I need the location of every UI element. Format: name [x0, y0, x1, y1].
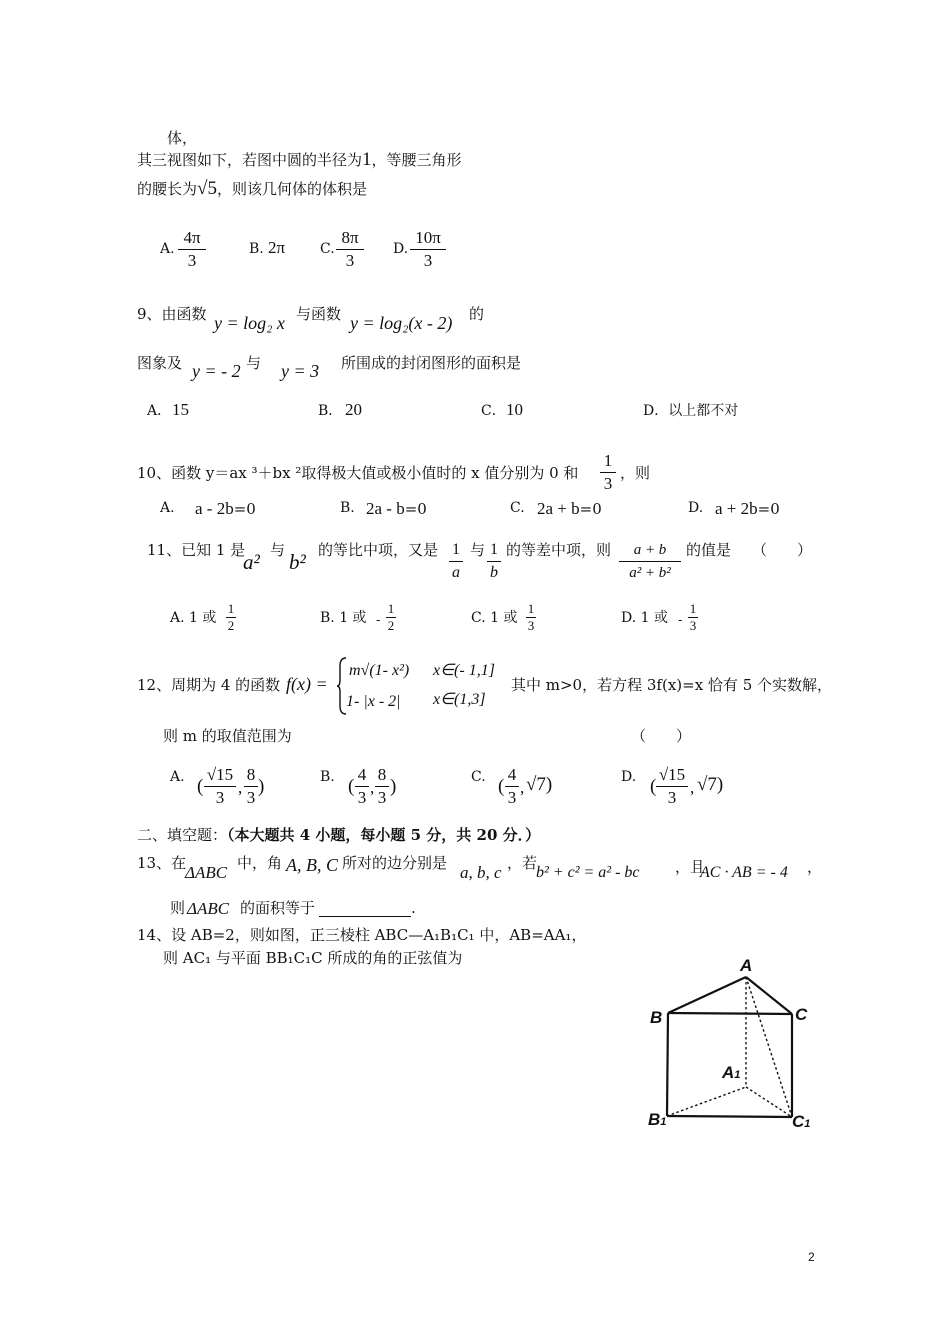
q11-text-d: 与 [470, 541, 486, 559]
q9-option-d: D．以上都不对 [643, 403, 739, 419]
label-letter: B [648, 1110, 661, 1129]
q9-text-g: 所围成的封闭图形的面积是 [341, 354, 522, 372]
q10-option-c [537, 500, 602, 518]
denominator: 3 [507, 788, 517, 807]
figure-label-c1 [792, 1112, 810, 1132]
edge-bb1 [667, 1013, 668, 1116]
q13-triangle-2: ΔABC [187, 899, 230, 918]
q8-text: ，等腰三角形 [371, 151, 462, 169]
q12-text-b: 其中 m>0，若方程 3f(x)=x 恰有 5 个实数解， [511, 676, 833, 694]
q9-text-c: 的 [469, 305, 485, 323]
edge-b1c1 [667, 1116, 792, 1117]
q12-text-a: 12、周期为 4 的函数 [137, 676, 281, 694]
q12-option-d-letter: D. [621, 769, 637, 785]
q12-option-a-frac2 [244, 765, 258, 808]
q12-option-b-letter: B. [320, 769, 335, 785]
denominator: 3 [377, 788, 387, 807]
q12-option-a-sep: , [238, 778, 243, 797]
q11-text-f: 的值是 [686, 541, 732, 559]
numerator: a + b [633, 542, 667, 558]
q12-option-a-open: ( [197, 776, 204, 797]
numerator: 4π [183, 228, 201, 247]
q12-option-c-open: ( [498, 776, 505, 797]
q9-option-a-value: 15 [172, 400, 189, 419]
q9-option-c-letter: C． [481, 403, 506, 419]
numerator: 1 [387, 601, 395, 616]
q12-option-a-close: ) [258, 776, 265, 797]
expr: 2a + b [537, 499, 580, 518]
denominator: 2 [227, 618, 235, 633]
q9-formula-1: y = log₂ x [214, 313, 285, 333]
denominator: a [452, 564, 460, 581]
q9-text-e: 与 [246, 354, 262, 372]
denominator: 3 [187, 251, 197, 270]
page-number: 2 [808, 1250, 815, 1264]
q8-option-a-letter: A. [160, 241, 175, 257]
q12-fx: f(x) = [286, 674, 328, 694]
expr: 2a - b [366, 499, 405, 518]
q12-answer-paren: （ ） [631, 727, 692, 745]
denominator: 3 [667, 788, 677, 807]
q12-option-d-tail: √7) [697, 774, 724, 795]
q11-option-b-letter: B. 1 或 [320, 610, 367, 626]
q13-area-text: 的面积等于 [240, 899, 316, 917]
q13-text-e: ，且 [675, 858, 706, 876]
q9-option-c-value: 10 [506, 400, 523, 419]
q9-text-b: 与函数 [296, 305, 342, 323]
q11-option-c-value [526, 602, 536, 633]
q13-text-f: ， [807, 858, 823, 876]
section-2-note: （本大题共 4 小题，每小题 5 分，共 20 分．） [227, 826, 541, 844]
q10-fraction [600, 451, 616, 494]
numerator: 1 [227, 601, 235, 616]
q9-option-b-value: 20 [345, 400, 362, 419]
rhs: =0 [233, 500, 256, 518]
q9-text-a: 9、由函数 [137, 305, 207, 323]
figure-label-b1 [648, 1110, 666, 1130]
q11-answer-paren: （ ） [752, 541, 813, 559]
q8-option-a-value [178, 228, 206, 271]
q10-option-d-letter: D. [688, 500, 704, 516]
q11-text-a: 11、已知 1 是 [147, 541, 246, 559]
q11-b-squared: b² [289, 550, 306, 574]
q9-text-d: 图象及 [137, 354, 183, 372]
q8-option-b-letter: B. [249, 241, 264, 257]
q11-option-a-letter: A. 1 或 [170, 610, 217, 626]
q11-option-d-value [688, 602, 698, 633]
q11-option-c-letter: C. 1 或 [471, 610, 518, 626]
label-subscript: 1 [660, 1116, 667, 1128]
figure-label-a1 [722, 1063, 740, 1083]
numerator: 10π [415, 228, 441, 247]
q13-equation-2: AC · AB = - 4 [700, 864, 788, 881]
q10-option-b [366, 500, 427, 518]
q11-frac-1-over-a [449, 540, 463, 583]
q10-option-b-letter: B. [340, 500, 355, 516]
q11-option-b-sign: - [376, 613, 381, 628]
q11-a-squared: a² [243, 550, 260, 574]
q12-case-2: 1- |x - 2| [346, 693, 401, 710]
denominator: 3 [603, 474, 613, 493]
numerator: 1 [452, 541, 460, 558]
denominator: 3 [357, 788, 367, 807]
q12-text-c: 则 m 的取值范围为 [163, 727, 292, 745]
q10-tail: ，则 [620, 464, 651, 482]
q14-line1: 14、设 AB=2，则如图，正三棱柱 ABC—A₁B₁C₁ 中，AB=AA₁， [137, 926, 587, 944]
q12-case-1: m√(1- x²) [349, 662, 410, 679]
numerator: 8 [377, 765, 387, 784]
q11-frac-expression [619, 540, 681, 583]
q11-option-b-value [386, 602, 396, 633]
q8-sqrt5: √5 [197, 178, 217, 199]
q8-option-c-value [336, 228, 364, 271]
q13-text-c: 所对的边分别是 [342, 854, 448, 872]
q11-option-d-sign: - [678, 613, 683, 628]
q13-text-g: 则 [170, 899, 186, 917]
edge-a1b1 [667, 1087, 746, 1116]
denominator: 3 [689, 618, 697, 633]
q12-option-b-open: ( [348, 776, 355, 797]
q13-equation-1: b² + c² = a² - bc [536, 864, 640, 881]
q12-option-c-frac1 [505, 765, 519, 808]
edge-a1c1 [746, 1087, 792, 1117]
q9-formula-2: y = log₂(x - 2) [350, 313, 453, 333]
q10-option-d [715, 500, 780, 518]
q8-line2 [137, 151, 462, 169]
q8-line3 [137, 180, 367, 198]
q8-line1: 体， [167, 129, 198, 147]
q11-option-a-value [226, 602, 236, 633]
q12-option-c-tail: √7) [526, 774, 553, 795]
q13-triangle: ΔABC [185, 863, 228, 882]
section-2-title: 二、填空题： [137, 826, 228, 844]
q12-option-b-close: ) [390, 776, 397, 797]
label-letter: A [722, 1063, 735, 1082]
q12-cond-2: x∈(1,3] [433, 691, 486, 708]
denominator: 3 [345, 251, 355, 270]
q12-option-d-sep: , [690, 778, 695, 797]
q11-option-d-letter: D. 1 或 [621, 610, 668, 626]
q12-option-b-frac2 [375, 765, 389, 808]
expr: a - 2b [195, 499, 234, 518]
q13-sides: a, b, c [460, 863, 502, 882]
q13-text-d: ，若 [507, 854, 538, 872]
q8-option-b-value: 2π [268, 238, 286, 257]
q12-option-c-letter: C. [471, 769, 486, 785]
q12-option-c-sep: , [520, 778, 525, 797]
q11-text-e: 的等差中项，则 [506, 541, 612, 559]
q12-cond-1: x∈(- 1,1] [433, 662, 495, 679]
section-2-heading [137, 826, 540, 844]
numerator: 1 [527, 601, 535, 616]
q12-option-a-frac1 [204, 765, 236, 808]
denominator: 3 [423, 251, 433, 270]
numerator: 8π [341, 228, 359, 247]
q12-option-d-frac1 [656, 765, 688, 808]
q13-text-a: 13、在 [137, 854, 187, 872]
q11-frac-1-over-b [487, 540, 501, 583]
label-letter: C [792, 1112, 805, 1131]
q13-text-h [240, 899, 416, 917]
rhs: =0 [579, 500, 602, 518]
q12-option-b-frac1 [355, 765, 369, 808]
numerator: 8 [246, 765, 256, 784]
q9-formula-3: y = - 2 [192, 361, 241, 381]
figure-label-b: B [650, 1008, 663, 1027]
numerator: 4 [507, 765, 517, 784]
denominator: 3 [246, 788, 256, 807]
q8-text: ，则该几何体的体积是 [216, 180, 367, 198]
numerator: 1 [603, 451, 613, 470]
label-subscript: 1 [804, 1118, 811, 1130]
q8-radius: 1 [362, 149, 372, 170]
figure-label-a: A [740, 956, 753, 975]
edge-ab [668, 977, 746, 1013]
denominator: a² + b² [629, 565, 671, 581]
q10-option-a [195, 500, 256, 518]
q11-text-c: 的等比中项，又是 [318, 541, 439, 559]
q9-option-a-letter: A． [147, 403, 172, 419]
q13-text-b: 中，角 [237, 854, 283, 872]
denominator: 3 [527, 618, 535, 633]
denominator: b [490, 564, 498, 581]
figure-label-c: C [795, 1005, 808, 1024]
numerator: 1 [490, 541, 498, 558]
q13-answer-blank[interactable] [319, 902, 411, 917]
q13-period: . [411, 899, 416, 917]
label-subscript: 1 [734, 1069, 741, 1081]
q14-line2: 则 AC₁ 与平面 BB₁C₁C 所成的角的正弦值为 [163, 949, 463, 967]
expr: a + 2b [715, 499, 758, 518]
q10-option-c-letter: C. [510, 500, 525, 516]
q8-text: 的腰长为 [137, 180, 198, 198]
q9-option-b-letter: B． [318, 403, 343, 419]
q13-angles: A, B, C [286, 855, 338, 875]
q12-option-a-letter: A. [170, 769, 185, 785]
numerator: √15 [658, 765, 686, 784]
q11-text-b: 与 [270, 541, 286, 559]
q8-option-d-letter: D. [393, 241, 409, 257]
prism-solid-edges [667, 977, 792, 1117]
q10-option-a-letter: A. [160, 500, 175, 516]
numerator: 1 [689, 601, 697, 616]
denominator: 2 [387, 618, 395, 633]
numerator: 4 [357, 765, 367, 784]
rhs: =0 [757, 500, 780, 518]
rhs: =0 [404, 500, 427, 518]
q10-stem: 10、函数 y＝ax ³＋bx ²取得极大值或极小值时的 x 值分别为 0 和 [137, 464, 579, 482]
denominator: 3 [215, 788, 225, 807]
numerator: √15 [206, 765, 234, 784]
q8-text: 其三视图如下，若图中圆的半径为 [137, 151, 363, 169]
q9-formula-4: y = 3 [281, 361, 320, 381]
q8-option-c-letter: C. [320, 241, 335, 257]
edge-ac [746, 977, 792, 1014]
q12-option-b-sep: , [370, 778, 375, 797]
q8-option-d-value [410, 228, 446, 271]
edge-bc [668, 1013, 792, 1014]
segment-ac1 [746, 977, 792, 1117]
q12-option-d-open: ( [650, 776, 657, 797]
